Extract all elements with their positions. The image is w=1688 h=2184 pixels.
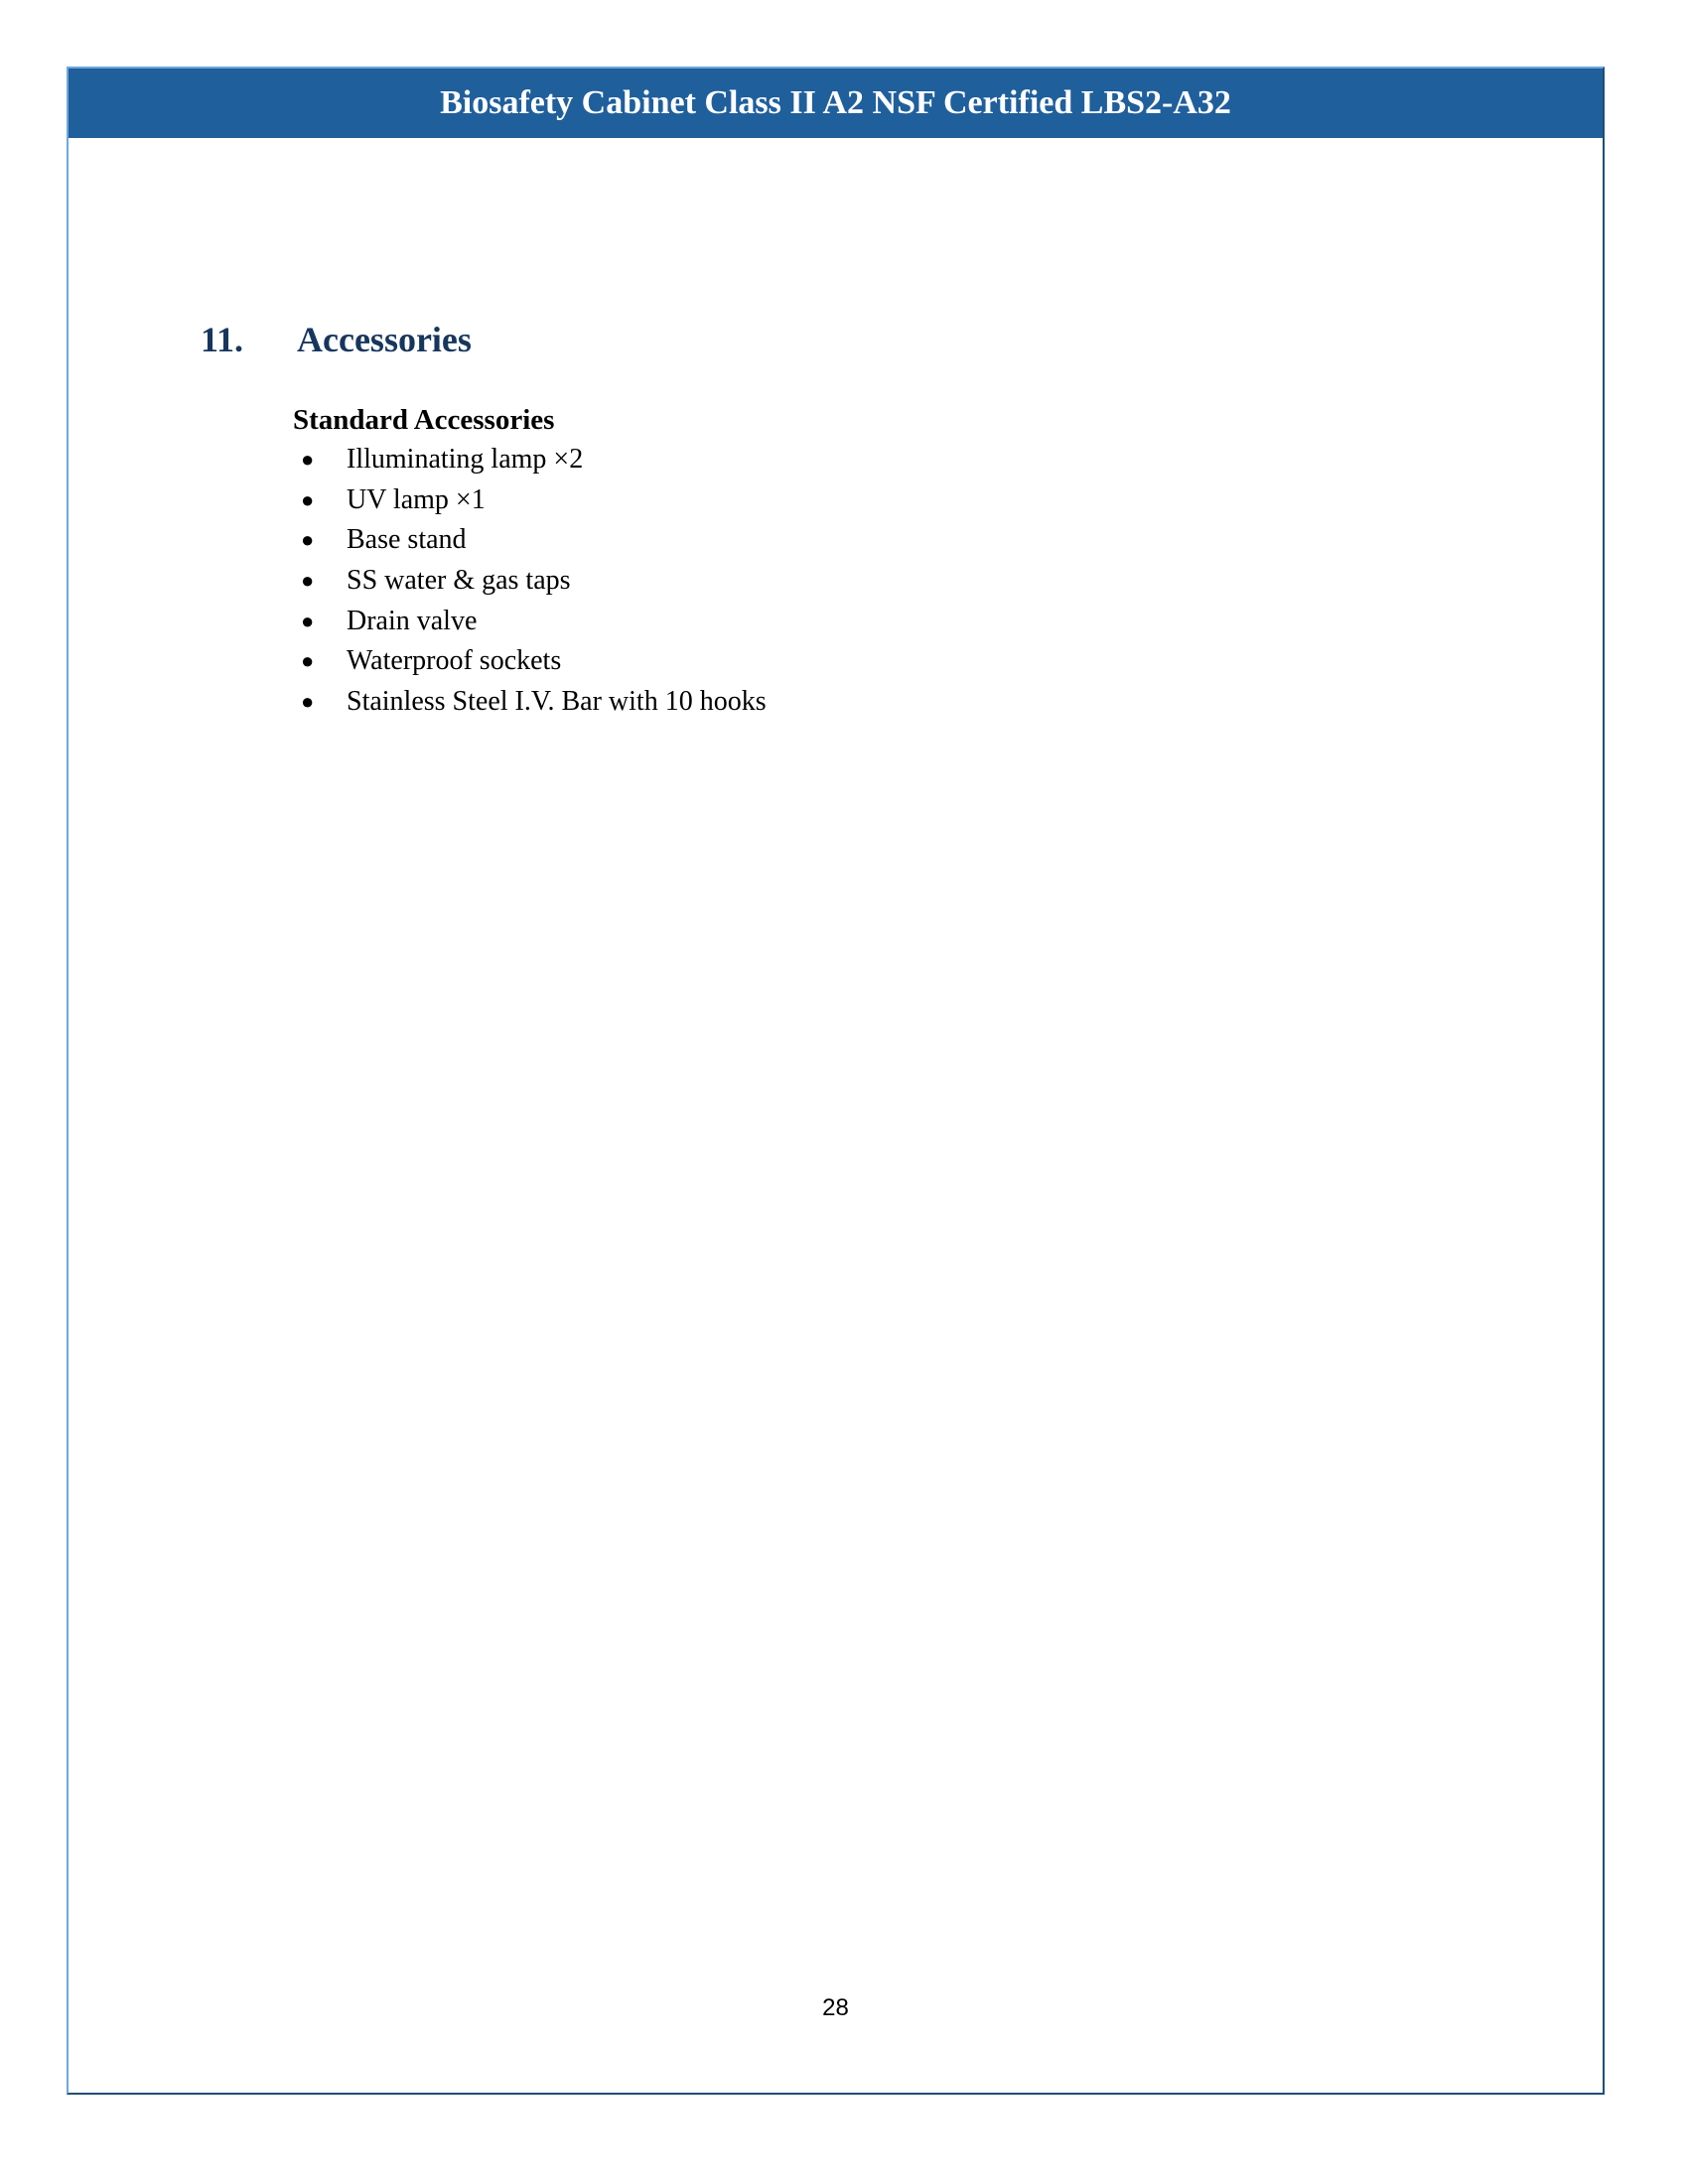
list-item: ● Base stand	[293, 520, 767, 561]
subsection-title: Standard Accessories	[293, 404, 555, 436]
document-header	[69, 68, 1603, 138]
list-item: ● SS water & gas taps	[293, 561, 767, 602]
bullet-icon: ●	[301, 568, 315, 594]
list-item: ● Illuminating lamp ×2	[293, 440, 767, 480]
page-number: 28	[822, 1994, 849, 2021]
list-item: ● Waterproof sockets	[293, 641, 767, 682]
header-title: Biosafety Cabinet Class II A2 NSF Certified LBS2-A32	[440, 84, 1231, 121]
section-number: 11.	[201, 320, 244, 359]
bullet-icon: ●	[301, 648, 315, 674]
bullet-icon: ●	[301, 447, 315, 473]
section-title: Accessories	[297, 320, 472, 359]
bullet-icon: ●	[301, 688, 315, 714]
accessories-list	[293, 440, 767, 722]
page-frame	[67, 67, 1605, 2095]
bullet-icon: ●	[301, 486, 315, 512]
bullet-icon: ●	[301, 527, 315, 553]
section-heading	[201, 319, 472, 360]
bullet-icon: ●	[301, 608, 315, 633]
list-item: ● Stainless Steel I.V. Bar with 10 hooks	[293, 682, 767, 723]
list-item: ● UV lamp ×1	[293, 480, 767, 521]
list-item: ● Drain valve	[293, 601, 767, 641]
